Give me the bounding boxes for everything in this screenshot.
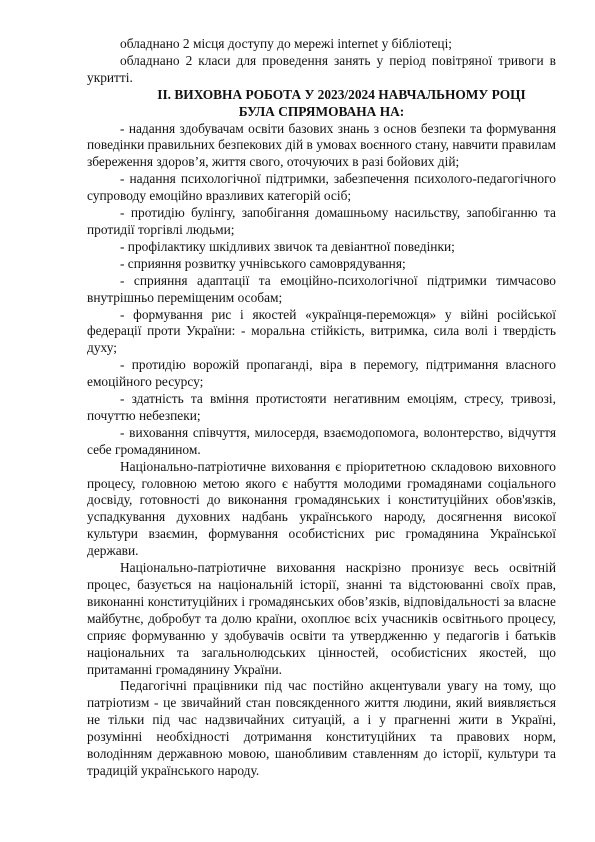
list-item: - надання здобувачам освіти базових знань з основ безпеки та формування поведінки правильних безпекових дій в умовах воєнного стану, навчити правилам збереження здоров’я, життя свого, оточуючих в разі бойових дій;: [87, 120, 556, 170]
intro-item: обладнано 2 місця доступу до мережі internet у бібліотеці;: [120, 36, 453, 51]
section-heading-line1: ІІ. ВИХОВНА РОБОТА У 2023/2024 НАВЧАЛЬНОМУ РОЦІ: [157, 86, 526, 102]
list-item: - здатність та вміння протистояти негативним емоціям, стресу, тривозі, почуттю небезпеки;: [87, 391, 556, 423]
list-item: - сприяння розвитку учнівського самоврядування;: [120, 255, 406, 271]
list-item: - надання психологічної підтримки, забезпечення психолого-педагогічного супроводу емоційно вразливих категорій осіб;: [87, 171, 556, 204]
body-paragraph: Педагогічні працівники під час постійно акцентували увагу на тому, що патріотизм - це звичайний стан повсякденного життя людини, який виявляється не тільки під час надзвичайних ситуацій, а і у прагненні жити в Україні, розумінні необхідності дотримання конституційних та правових норм, володінням державною мовою, шанобливим ставленням до історії, культури та традицій українського народу.: [87, 678, 556, 778]
body-paragraph: Національно-патріотичне виховання є пріоритетною складовою виховного процесу, головною метою якого є набуття молодими громадянами соціального досвіду, готовності до виконання громадянських і конституційних обов'язків, успадкування духовних надбань українського народу, досягнення високої культури взаємин, формування особистісних рис громадянина Української держави.: [87, 458, 556, 559]
list-item: - протидію булінгу, запобігання домашньому насильству, запобіганню та протидії торгівлі людьми;: [87, 205, 556, 237]
section-heading-line2: БУЛА СПРЯМОВАНА НА:: [238, 103, 405, 119]
list-item: - профілактику шкідливих звичок та девіантної поведінки;: [120, 238, 455, 254]
document-page: [87, 36, 556, 780]
intro-item: обладнано 2 класи для проведення занять у період повітряної тривоги в укритті.: [87, 52, 556, 85]
list-item: - виховання співчуття, милосердя, взаємодопомога, волонтерство, відчуття себе громадянином.: [87, 424, 556, 457]
list-item: - сприяння адаптації та емоційно-психологічної підтримки тимчасово внутрішньо переміщеним особам;: [87, 272, 556, 305]
body-paragraph: Національно-патріотичне виховання наскрізно пронизує весь освітній процес, базується на національній історії, знанні та відстоюванні своїх прав, виконанні конституційних і громадянських обов’язків, відповідальності за власне майбутнє, добробут та долю країни, охоплює всіх учасників освітнього процесу, сприяє формуванню у здобувачів освіти та утвердженню у педагогів і батьків національних та загальнолюдських цінностей, особистісних якостей, що притаманні громадянину України.: [87, 560, 556, 677]
list-item: - протидію ворожій пропаганді, віра в перемогу, підтримання власного емоційного ресурсу;: [87, 357, 556, 390]
list-item: - формування рис і якостей «українця-переможця» у війні російської федерації проти України: - моральна стійкість, витримка, сила волі і твердість духу;: [87, 306, 556, 356]
